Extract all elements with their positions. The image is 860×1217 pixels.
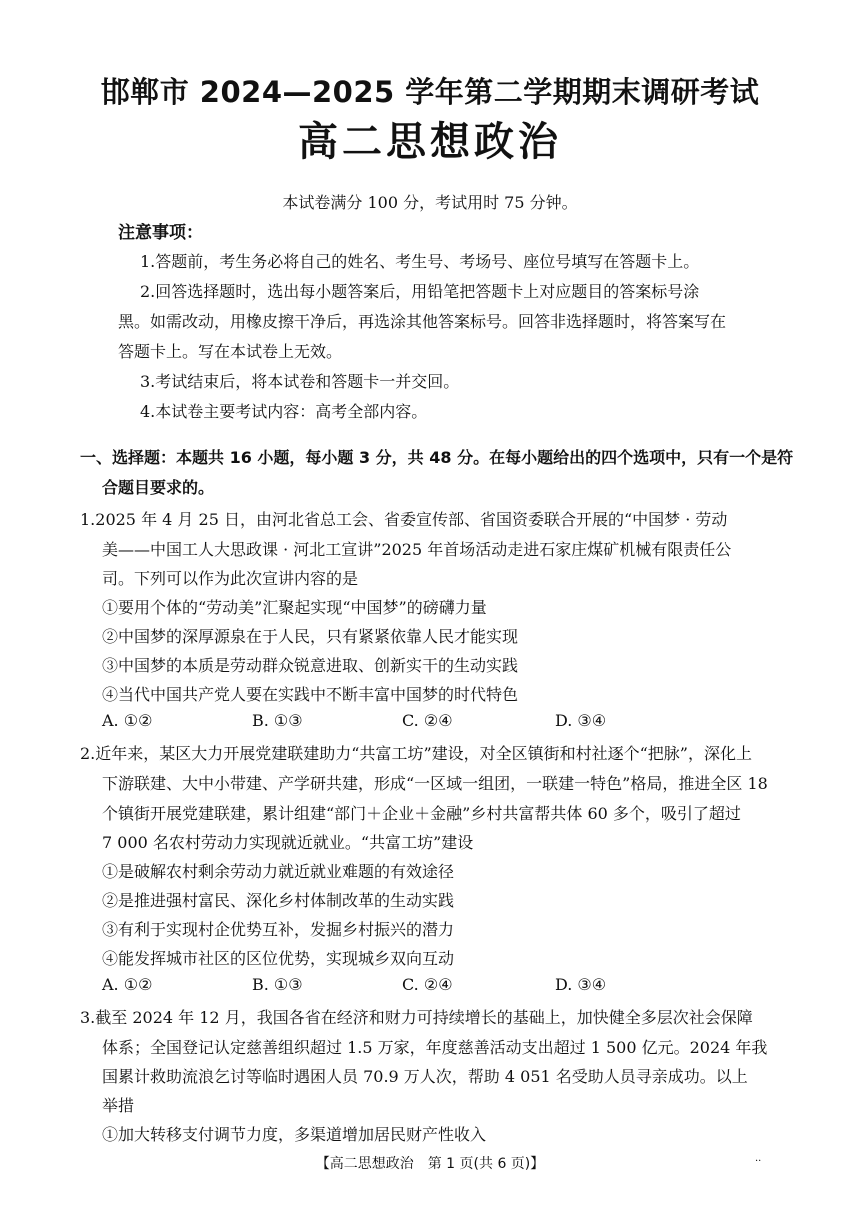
exam-info: 本试卷满分 100 分，考试用时 75 分钟。 — [282, 193, 578, 212]
q3-stem: 国累计救助流浪乞讨等临时遇困人员 70.9 万人次，帮助 4 051 名受助人员寻亲成功。以上 — [102, 1067, 748, 1086]
q2-stem: 下游联建、大中小带建、产学研共建，形成“一区域一组团，一联建一特色”格局，推进全区 18 — [102, 774, 768, 793]
subject-title: 高二思想政治 — [298, 119, 562, 165]
q2-option-b: B. ①③ — [252, 975, 303, 994]
q1-option-c: C. ②④ — [402, 711, 453, 730]
q1-item: ④当代中国共产党人要在实践中不断丰富中国梦的时代特色 — [102, 685, 519, 704]
q1-option-a: A. ①② — [102, 711, 153, 730]
section-heading: 合题目要求的。 — [102, 478, 215, 497]
q2-stem: 2.近年来，某区大力开展党建联建助力“共富工坊”建设，对全区镇街和村社逐个“把脉”，深化上 — [80, 744, 752, 763]
q1-item: ①要用个体的“劳动美”汇聚起实现“中国梦”的磅礴力量 — [102, 598, 487, 617]
page-footer: 【高二思想政治 第 1 页(共 6 页)】 — [315, 1156, 545, 1172]
q2-item: ②是推进强村富民、深化乡村体制改革的生动实践 — [102, 891, 455, 910]
q2-stem: 个镇街开展党建联建，累计组建“部门＋企业＋金融”乡村共富帮共体 60 多个，吸引了超过 — [102, 804, 741, 823]
q2-item: ③有利于实现村企优势互补，发掘乡村振兴的潜力 — [102, 920, 455, 939]
q2-item: ①是破解农村剩余劳动力就近就业难题的有效途径 — [102, 862, 455, 881]
section-heading: 一、选择题：本题共 16 小题，每小题 3 分，共 48 分。在每小题给出的四个选项中，只有一个是符 — [80, 448, 794, 467]
notice-line: 3.考试结束后，将本试卷和答题卡一并交回。 — [140, 372, 460, 391]
q3-item: ①加大转移支付调节力度，多渠道增加居民财产性收入 — [102, 1125, 487, 1144]
q2-option-c: C. ②④ — [402, 975, 453, 994]
notice-line: 4.本试卷主要考试内容：高考全部内容。 — [140, 402, 428, 421]
notice-line: 1.答题前，考生务必将自己的姓名、考生号、考场号、座位号填写在答题卡上。 — [140, 252, 700, 271]
q1-item: ③中国梦的本质是劳动群众锐意进取、创新实干的生动实践 — [102, 656, 519, 675]
q1-item: ②中国梦的深厚源泉在于人民，只有紧紧依靠人民才能实现 — [102, 627, 519, 646]
q3-stem: 3.截至 2024 年 12 月，我国各省在经济和财力可持续增长的基础上，加快健全多层次社会保障 — [80, 1008, 753, 1027]
q1-stem: 1.2025 年 4 月 25 日，由河北省总工会、省委宣传部、省国资委联合开展的“中国梦 · 劳动 — [80, 510, 728, 529]
q1-stem: 司。下列可以作为此次宣讲内容的是 — [102, 569, 359, 588]
q1-option-b: B. ①③ — [252, 711, 303, 730]
q1-stem: 美——中国工人大思政课 · 河北工宣讲”2025 年首场活动走进石家庄煤矿机械有限责任公 — [102, 540, 732, 559]
notice-line: 2.回答选择题时，选出每小题答案后，用铅笔把答题卡上对应题目的答案标号涂 — [140, 282, 700, 301]
q3-stem: 体系；全国登记认定慈善组织超过 1.5 万家，年度慈善活动支出超过 1 500 亿元。2024 年我 — [102, 1038, 768, 1057]
q2-option-a: A. ①② — [102, 975, 153, 994]
notice-line: 黑。如需改动，用橡皮擦干净后，再选涂其他答案标号。回答非选择题时，将答案写在 — [118, 312, 727, 331]
notice-heading: 注意事项： — [118, 223, 203, 243]
notice-line: 答题卡上。写在本试卷上无效。 — [118, 342, 343, 361]
footer-mark: ·· — [755, 1156, 762, 1167]
q2-stem: 7 000 名农村劳动力实现就近就业。“共富工坊”建设 — [102, 833, 474, 852]
q3-stem: 举措 — [102, 1096, 135, 1115]
q2-item: ④能发挥城市社区的区位优势，实现城乡双向互动 — [102, 949, 455, 968]
q1-option-d: D. ③④ — [555, 711, 607, 730]
exam-title: 邯郸市 2024—2025 学年第二学期期末调研考试 — [100, 75, 760, 109]
q2-option-d: D. ③④ — [555, 975, 607, 994]
